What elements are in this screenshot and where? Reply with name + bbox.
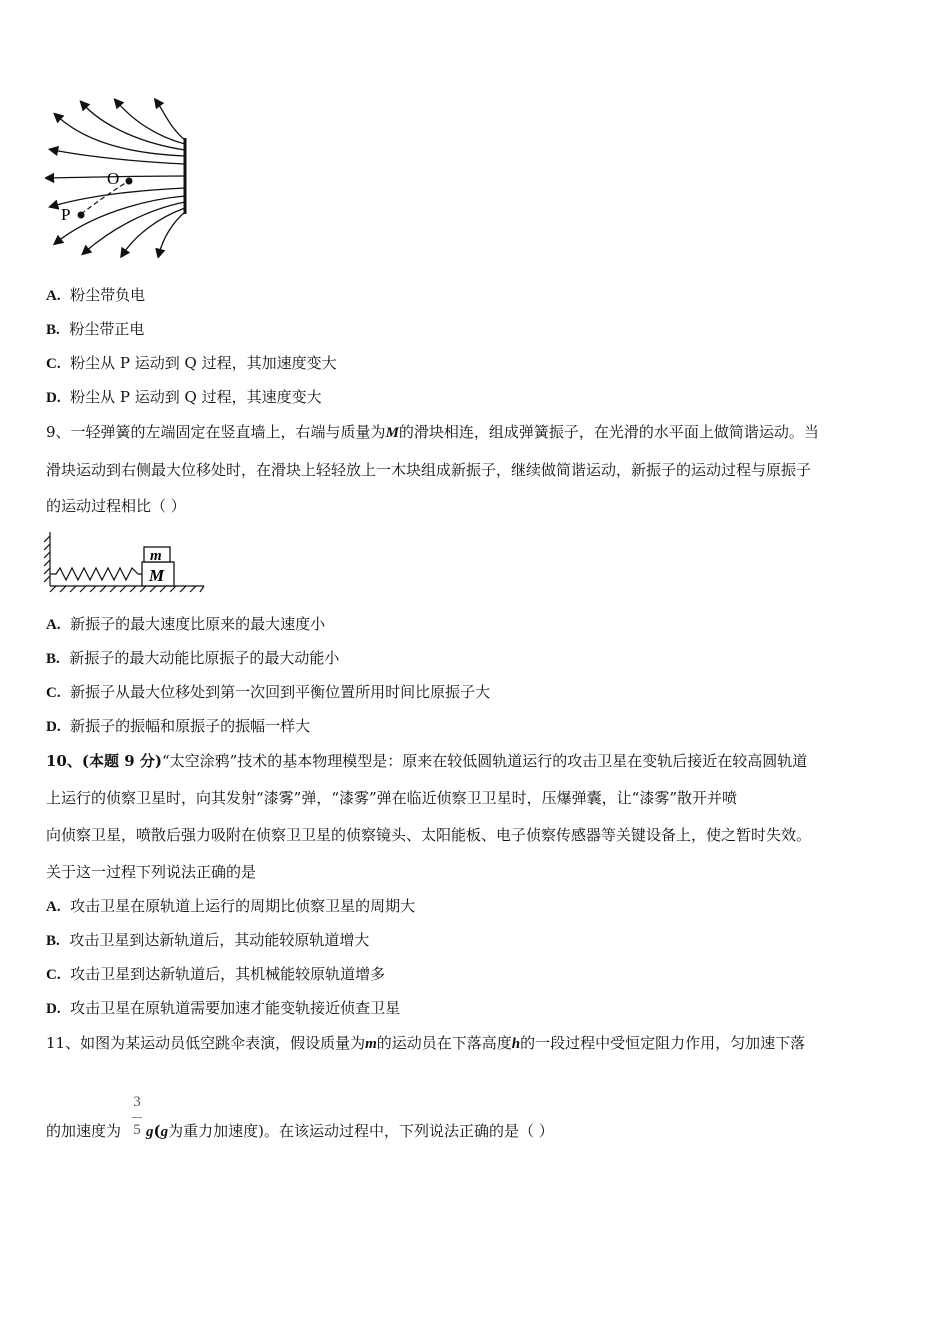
- q10-option-c: C. 攻击卫星到达新轨道后，其机械能较原轨道增多: [46, 965, 386, 983]
- q10-stem-line-1: 10、(本题 9 分)“太空涂鸦”技术的基本物理模型是：原来在较低圆轨道运行的攻击卫星在变轨后接近在较高圆轨道: [46, 752, 808, 770]
- fraction-numerator: 3: [133, 1094, 141, 1110]
- fraction-bar: [132, 1117, 142, 1118]
- q9-stem-line-1: 9、一轻弹簧的左端固定在竖直墙上，右端与质量为M的滑块相连，组成弹簧振子，在光滑的水平面上做简谐运动。当: [46, 423, 819, 441]
- q8-option-d: D. 粉尘从 P 运动到 Q 过程，其速度变大: [46, 388, 322, 406]
- spring-oscillator-figure: [44, 530, 209, 594]
- label-big-m: M: [149, 566, 165, 585]
- q9-stem-line-3: 的运动过程相比（ ）: [46, 497, 186, 515]
- q10-option-a: A. 攻击卫星在原轨道上运行的周期比侦察卫星的周期大: [46, 897, 416, 915]
- q8-option-b: B. 粉尘带正电: [46, 320, 145, 338]
- q8-option-a: A. 粉尘带负电: [46, 286, 146, 304]
- q10-stem-line-4: 关于这一过程下列说法正确的是: [46, 863, 257, 881]
- q9-option-a: A. 新振子的最大速度比原来的最大速度小: [46, 615, 326, 633]
- point-p: [78, 212, 85, 219]
- q9-option-d: D. 新振子的振幅和原振子的振幅一样大: [46, 717, 311, 735]
- fraction-denominator: 5: [133, 1122, 141, 1138]
- q9-stem-line-2: 滑块运动到右侧最大位移处时，在滑块上轻轻放上一木块组成新振子，继续做简谐运动，新振子的运动过程与原振子: [46, 461, 812, 479]
- q10-option-b: B. 攻击卫星到达新轨道后，其动能较原轨道增大: [46, 931, 370, 949]
- label-p: P: [61, 205, 71, 224]
- spring: [50, 568, 142, 580]
- wall: [44, 532, 50, 586]
- floor: [50, 586, 204, 592]
- point-q: [126, 178, 133, 185]
- label-o: O: [107, 169, 120, 188]
- electric-field-figure: [45, 98, 195, 258]
- q9-option-b: B. 新振子的最大动能比原振子的最大动能小: [46, 649, 340, 667]
- q11-stem-line-2a: 的加速度为: [46, 1122, 122, 1140]
- q11-stem-line-2b: g(g为重力加速度)。在该运动过程中，下列说法正确的是（ ）: [146, 1122, 554, 1140]
- q10-stem-line-2: 上运行的侦察卫星时，向其发射“漆雾”弹，“漆雾”弹在临近侦察卫卫星时，压爆弹囊，让“漆雾”散开并喷: [46, 789, 738, 807]
- q10-option-d: D. 攻击卫星在原轨道需要加速才能变轨接近侦查卫星: [46, 999, 401, 1017]
- q9-option-c: C. 新振子从最大位移处到第一次回到平衡位置所用时间比原振子大: [46, 683, 491, 701]
- q10-stem-line-3: 向侦察卫星，喷散后强力吸附在侦察卫卫星的侦察镜头、太阳能板、电子侦察传感器等关键设备上，使之暂时失效。: [46, 826, 812, 844]
- q11-stem-line-1: 11、如图为某运动员低空跳伞表演，假设质量为m的运动员在下落高度h的一段过程中受恒定阻力作用，匀加速下落: [46, 1034, 806, 1052]
- label-small-m: m: [150, 548, 162, 564]
- q8-option-c: C. 粉尘从 P 运动到 Q 过程，其加速度变大: [46, 354, 337, 372]
